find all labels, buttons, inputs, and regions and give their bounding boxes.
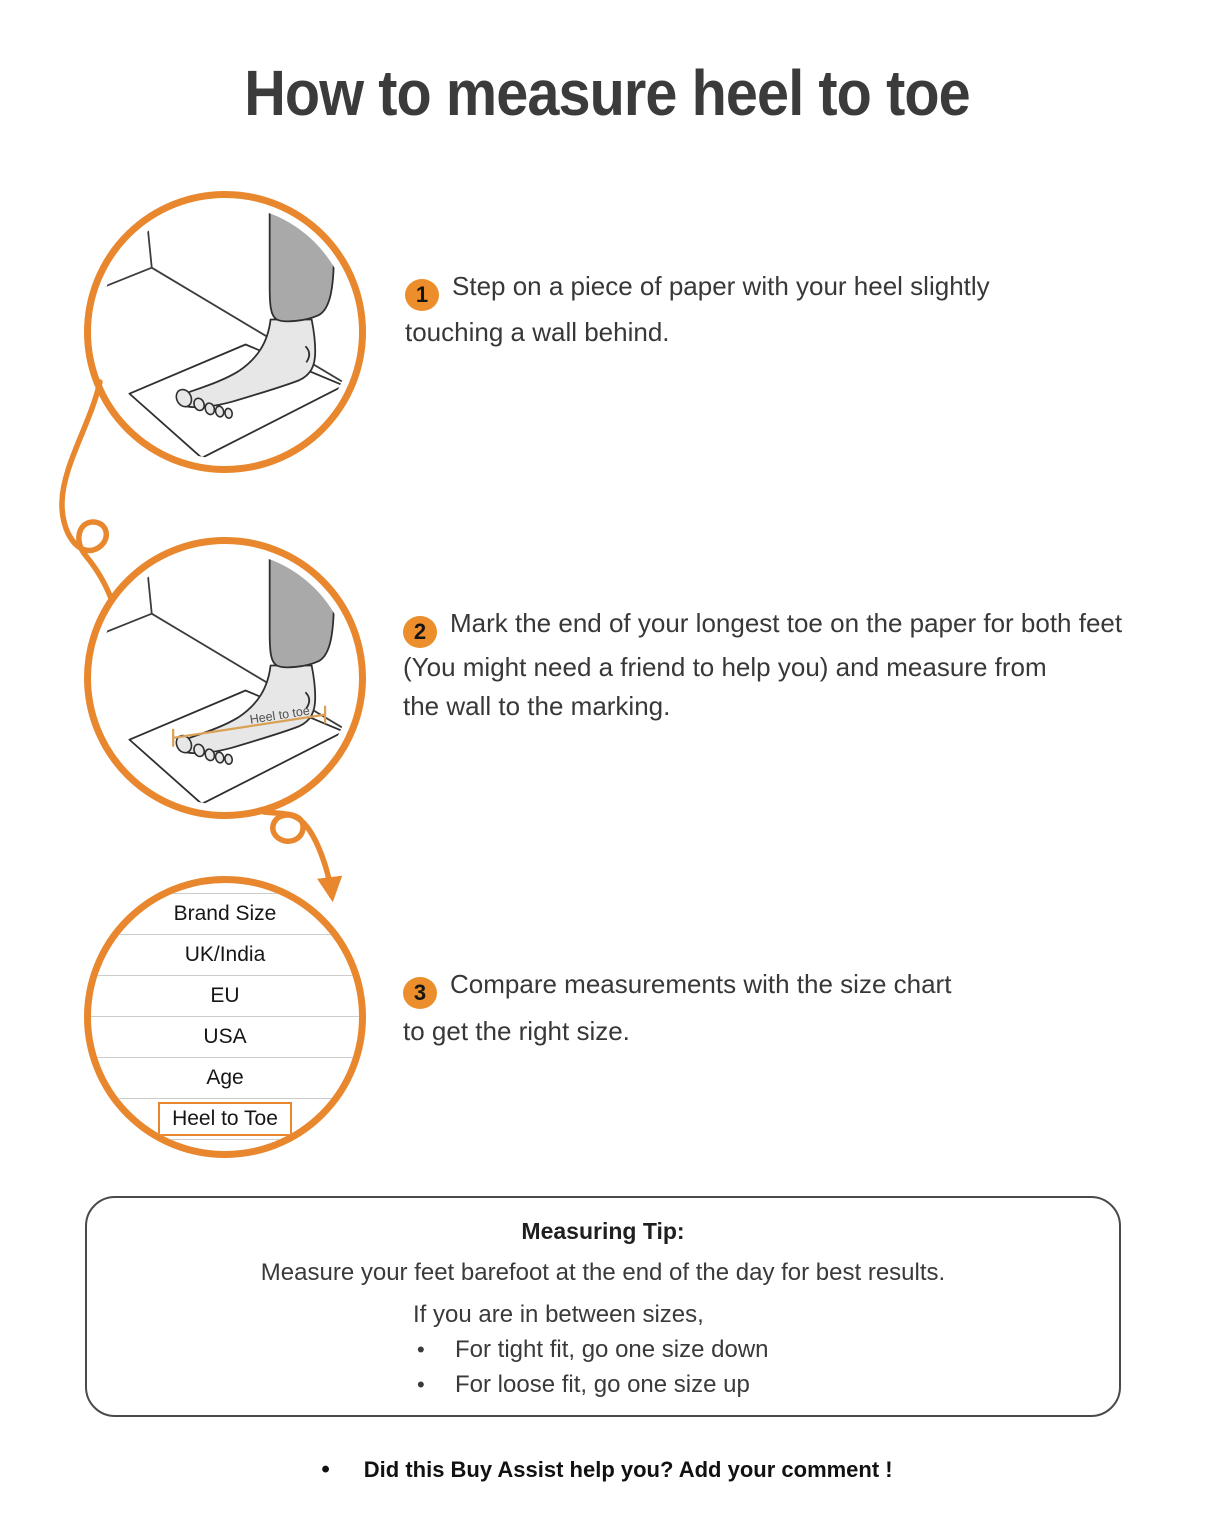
illustration-step2-circle (84, 537, 366, 819)
size-chart-circle (84, 876, 366, 1158)
step-3 (403, 962, 951, 1053)
step-2-line-2: (You might need a friend to help you) and measure from (403, 651, 1047, 682)
step-3-number-badge: 3 (403, 977, 437, 1009)
heel-to-toe-label: Heel to toe (248, 703, 311, 727)
step-3-line-1 (403, 962, 951, 1009)
tip-bullet-1 (413, 1332, 1119, 1367)
step-1-text: Step on a piece of paper with your heel slightly (452, 271, 990, 301)
tip-line-2: If you are in between sizes, (413, 1301, 704, 1328)
tip-bullet-1-text: For tight fit, go one size down (455, 1336, 769, 1363)
size-chart-row-label: EU (210, 984, 240, 1007)
bullet-icon: • (321, 1456, 330, 1483)
loop-connector-arrow (264, 812, 332, 896)
footer-text: Did this Buy Assist help you? Add your comment ! (363, 1457, 893, 1482)
tip-line-1: Measure your feet barefoot at the end of the day for best results. (260, 1259, 946, 1286)
size-chart-row-label: UK/India (184, 943, 266, 966)
step-1 (405, 265, 990, 354)
step-2-line-3: the wall to the marking. (403, 690, 671, 721)
measuring-tip-box (85, 1196, 1121, 1417)
foot-measurement-illustration (91, 544, 359, 812)
step-2-number-badge: 2 (403, 616, 437, 648)
size-chart-table (84, 893, 366, 1140)
tip-title: Measuring Tip: (521, 1218, 685, 1244)
size-chart-row-highlighted (84, 1098, 366, 1140)
step-1-line-1 (405, 265, 990, 311)
size-chart-row (84, 1057, 366, 1098)
bullet-icon: • (417, 1372, 425, 1397)
bullet-icon: • (417, 1337, 425, 1362)
step-1-number-badge: 1 (405, 279, 439, 311)
size-chart-row (84, 934, 366, 975)
step-2 (403, 604, 1122, 726)
tip-bullet-2-text: For loose fit, go one size up (455, 1371, 750, 1398)
foot-on-paper-illustration (91, 198, 359, 466)
size-chart-row-label: Age (206, 1066, 244, 1089)
step-3-line-2: to get the right size. (403, 1016, 630, 1046)
loop-connector-1 (62, 382, 112, 601)
size-chart-row (84, 893, 366, 934)
tip-sub-block (413, 1297, 1119, 1402)
illustration-step1-circle (84, 191, 366, 473)
page-title: How to measure heel to toe (244, 57, 970, 129)
footer-note (0, 1456, 1214, 1484)
step-3-text: Compare measurements with the size chart (450, 969, 952, 999)
size-chart-row (84, 1016, 366, 1057)
size-chart-row (84, 975, 366, 1016)
size-chart-row-label: USA (203, 1025, 247, 1048)
size-chart-row-label: Brand Size (173, 902, 277, 925)
step-1-line-2: touching a wall behind. (405, 316, 670, 347)
step-2-line-1 (403, 604, 1122, 648)
step-2-text: Mark the end of your longest toe on the paper for both feet (450, 608, 1123, 638)
tip-bullet-2 (413, 1367, 1119, 1402)
heel-to-toe-highlight-box: Heel to Toe (158, 1102, 292, 1136)
